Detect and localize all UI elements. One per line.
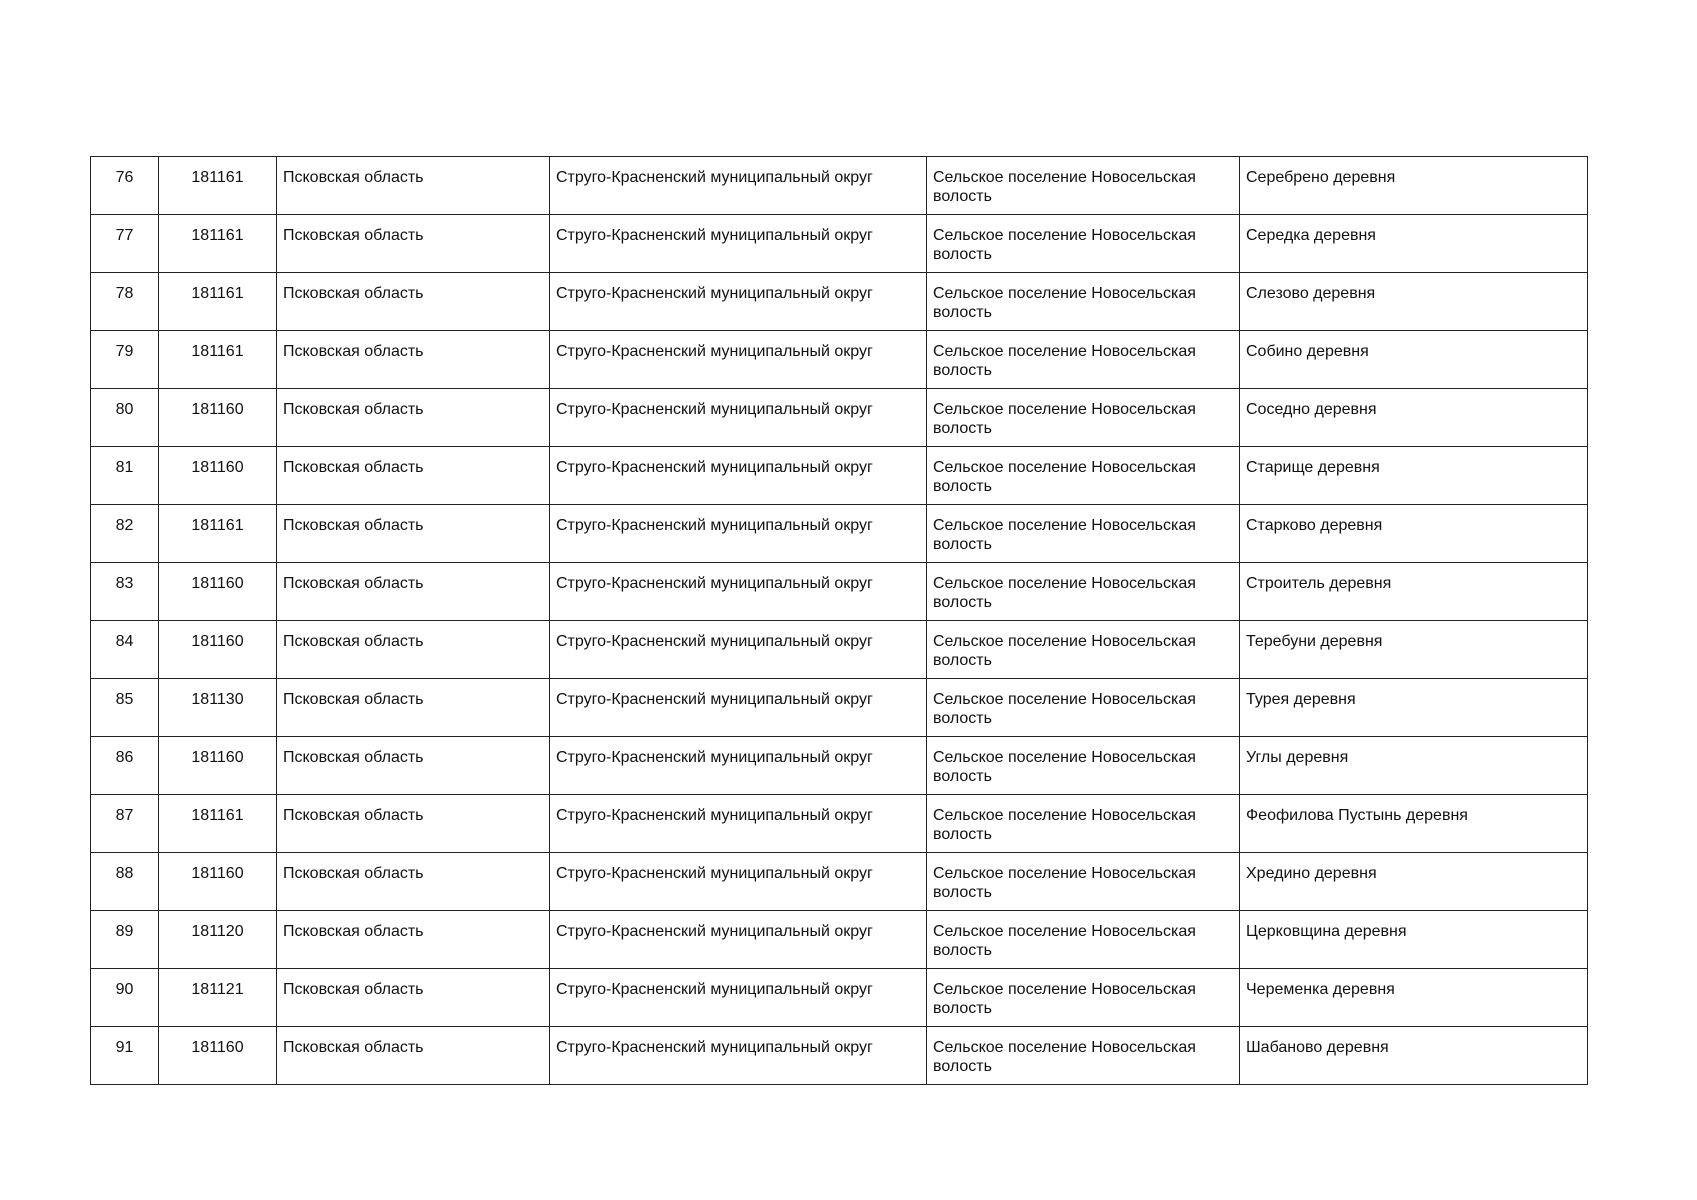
district-cell: Струго-Красненский муниципальный округ: [550, 157, 927, 215]
district-cell: Струго-Красненский муниципальный округ: [550, 447, 927, 505]
settlements-table: [90, 156, 1588, 1085]
place-cell: Теребуни деревня: [1240, 621, 1588, 679]
place-cell: Церковщина деревня: [1240, 911, 1588, 969]
postal-index-cell: 181121: [159, 969, 277, 1027]
place-cell: Строитель деревня: [1240, 563, 1588, 621]
postal-index-cell: 181130: [159, 679, 277, 737]
district-cell: Струго-Красненский муниципальный округ: [550, 331, 927, 389]
table-row: [91, 157, 1588, 215]
row-number-cell: 90: [91, 969, 159, 1027]
row-number-cell: 81: [91, 447, 159, 505]
table-row: [91, 1027, 1588, 1085]
region-cell: Псковская область: [277, 1027, 550, 1085]
row-number-cell: 80: [91, 389, 159, 447]
postal-index-cell: 181161: [159, 795, 277, 853]
region-cell: Псковская область: [277, 447, 550, 505]
settlement-cell: Сельское поселение Новосельская волость: [927, 389, 1240, 447]
region-cell: Псковская область: [277, 331, 550, 389]
settlement-cell: Сельское поселение Новосельская волость: [927, 157, 1240, 215]
table-row: [91, 331, 1588, 389]
settlement-cell: Сельское поселение Новосельская волость: [927, 215, 1240, 273]
postal-index-cell: 181160: [159, 737, 277, 795]
place-cell: Шабаново деревня: [1240, 1027, 1588, 1085]
row-number-cell: 91: [91, 1027, 159, 1085]
region-cell: Псковская область: [277, 679, 550, 737]
table-row: [91, 969, 1588, 1027]
place-cell: Слезово деревня: [1240, 273, 1588, 331]
postal-index-cell: 181120: [159, 911, 277, 969]
district-cell: Струго-Красненский муниципальный округ: [550, 969, 927, 1027]
postal-index-cell: 181161: [159, 215, 277, 273]
settlement-cell: Сельское поселение Новосельская волость: [927, 853, 1240, 911]
district-cell: Струго-Красненский муниципальный округ: [550, 1027, 927, 1085]
district-cell: Струго-Красненский муниципальный округ: [550, 505, 927, 563]
region-cell: Псковская область: [277, 795, 550, 853]
region-cell: Псковская область: [277, 389, 550, 447]
region-cell: Псковская область: [277, 969, 550, 1027]
table-row: [91, 563, 1588, 621]
settlement-cell: Сельское поселение Новосельская волость: [927, 737, 1240, 795]
district-cell: Струго-Красненский муниципальный округ: [550, 737, 927, 795]
table-row: [91, 215, 1588, 273]
postal-index-cell: 181161: [159, 331, 277, 389]
row-number-cell: 76: [91, 157, 159, 215]
district-cell: Струго-Красненский муниципальный округ: [550, 273, 927, 331]
district-cell: Струго-Красненский муниципальный округ: [550, 911, 927, 969]
place-cell: Старково деревня: [1240, 505, 1588, 563]
settlement-cell: Сельское поселение Новосельская волость: [927, 795, 1240, 853]
postal-index-cell: 181160: [159, 447, 277, 505]
settlement-cell: Сельское поселение Новосельская волость: [927, 563, 1240, 621]
table-row: [91, 795, 1588, 853]
row-number-cell: 79: [91, 331, 159, 389]
table-row: [91, 505, 1588, 563]
postal-index-cell: 181160: [159, 389, 277, 447]
table-row: [91, 853, 1588, 911]
row-number-cell: 84: [91, 621, 159, 679]
table-row: [91, 389, 1588, 447]
row-number-cell: 83: [91, 563, 159, 621]
place-cell: Серебрено деревня: [1240, 157, 1588, 215]
table-row: [91, 679, 1588, 737]
table-body: [91, 157, 1588, 1085]
region-cell: Псковская область: [277, 911, 550, 969]
region-cell: Псковская область: [277, 563, 550, 621]
settlement-cell: Сельское поселение Новосельская волость: [927, 505, 1240, 563]
place-cell: Турея деревня: [1240, 679, 1588, 737]
district-cell: Струго-Красненский муниципальный округ: [550, 563, 927, 621]
place-cell: Феофилова Пустынь деревня: [1240, 795, 1588, 853]
table-row: [91, 273, 1588, 331]
row-number-cell: 77: [91, 215, 159, 273]
district-cell: Струго-Красненский муниципальный округ: [550, 215, 927, 273]
settlement-cell: Сельское поселение Новосельская волость: [927, 1027, 1240, 1085]
region-cell: Псковская область: [277, 737, 550, 795]
settlement-cell: Сельское поселение Новосельская волость: [927, 969, 1240, 1027]
postal-index-cell: 181161: [159, 505, 277, 563]
row-number-cell: 78: [91, 273, 159, 331]
region-cell: Псковская область: [277, 157, 550, 215]
table-row: [91, 447, 1588, 505]
place-cell: Собино деревня: [1240, 331, 1588, 389]
place-cell: Хредино деревня: [1240, 853, 1588, 911]
postal-index-cell: 181161: [159, 157, 277, 215]
district-cell: Струго-Красненский муниципальный округ: [550, 795, 927, 853]
row-number-cell: 87: [91, 795, 159, 853]
table-row: [91, 621, 1588, 679]
settlement-cell: Сельское поселение Новосельская волость: [927, 911, 1240, 969]
postal-index-cell: 181161: [159, 273, 277, 331]
row-number-cell: 85: [91, 679, 159, 737]
place-cell: Середка деревня: [1240, 215, 1588, 273]
settlement-cell: Сельское поселение Новосельская волость: [927, 679, 1240, 737]
row-number-cell: 86: [91, 737, 159, 795]
table-row: [91, 911, 1588, 969]
region-cell: Псковская область: [277, 215, 550, 273]
place-cell: Углы деревня: [1240, 737, 1588, 795]
row-number-cell: 82: [91, 505, 159, 563]
row-number-cell: 88: [91, 853, 159, 911]
row-number-cell: 89: [91, 911, 159, 969]
district-cell: Струго-Красненский муниципальный округ: [550, 853, 927, 911]
place-cell: Череменка деревня: [1240, 969, 1588, 1027]
region-cell: Псковская область: [277, 505, 550, 563]
postal-index-cell: 181160: [159, 563, 277, 621]
place-cell: Соседно деревня: [1240, 389, 1588, 447]
region-cell: Псковская область: [277, 273, 550, 331]
district-cell: Струго-Красненский муниципальный округ: [550, 621, 927, 679]
settlement-cell: Сельское поселение Новосельская волость: [927, 447, 1240, 505]
postal-index-cell: 181160: [159, 853, 277, 911]
settlement-cell: Сельское поселение Новосельская волость: [927, 621, 1240, 679]
postal-index-cell: 181160: [159, 621, 277, 679]
table-row: [91, 737, 1588, 795]
settlement-cell: Сельское поселение Новосельская волость: [927, 331, 1240, 389]
region-cell: Псковская область: [277, 853, 550, 911]
postal-index-cell: 181160: [159, 1027, 277, 1085]
district-cell: Струго-Красненский муниципальный округ: [550, 679, 927, 737]
place-cell: Старище деревня: [1240, 447, 1588, 505]
region-cell: Псковская область: [277, 621, 550, 679]
district-cell: Струго-Красненский муниципальный округ: [550, 389, 927, 447]
settlement-cell: Сельское поселение Новосельская волость: [927, 273, 1240, 331]
